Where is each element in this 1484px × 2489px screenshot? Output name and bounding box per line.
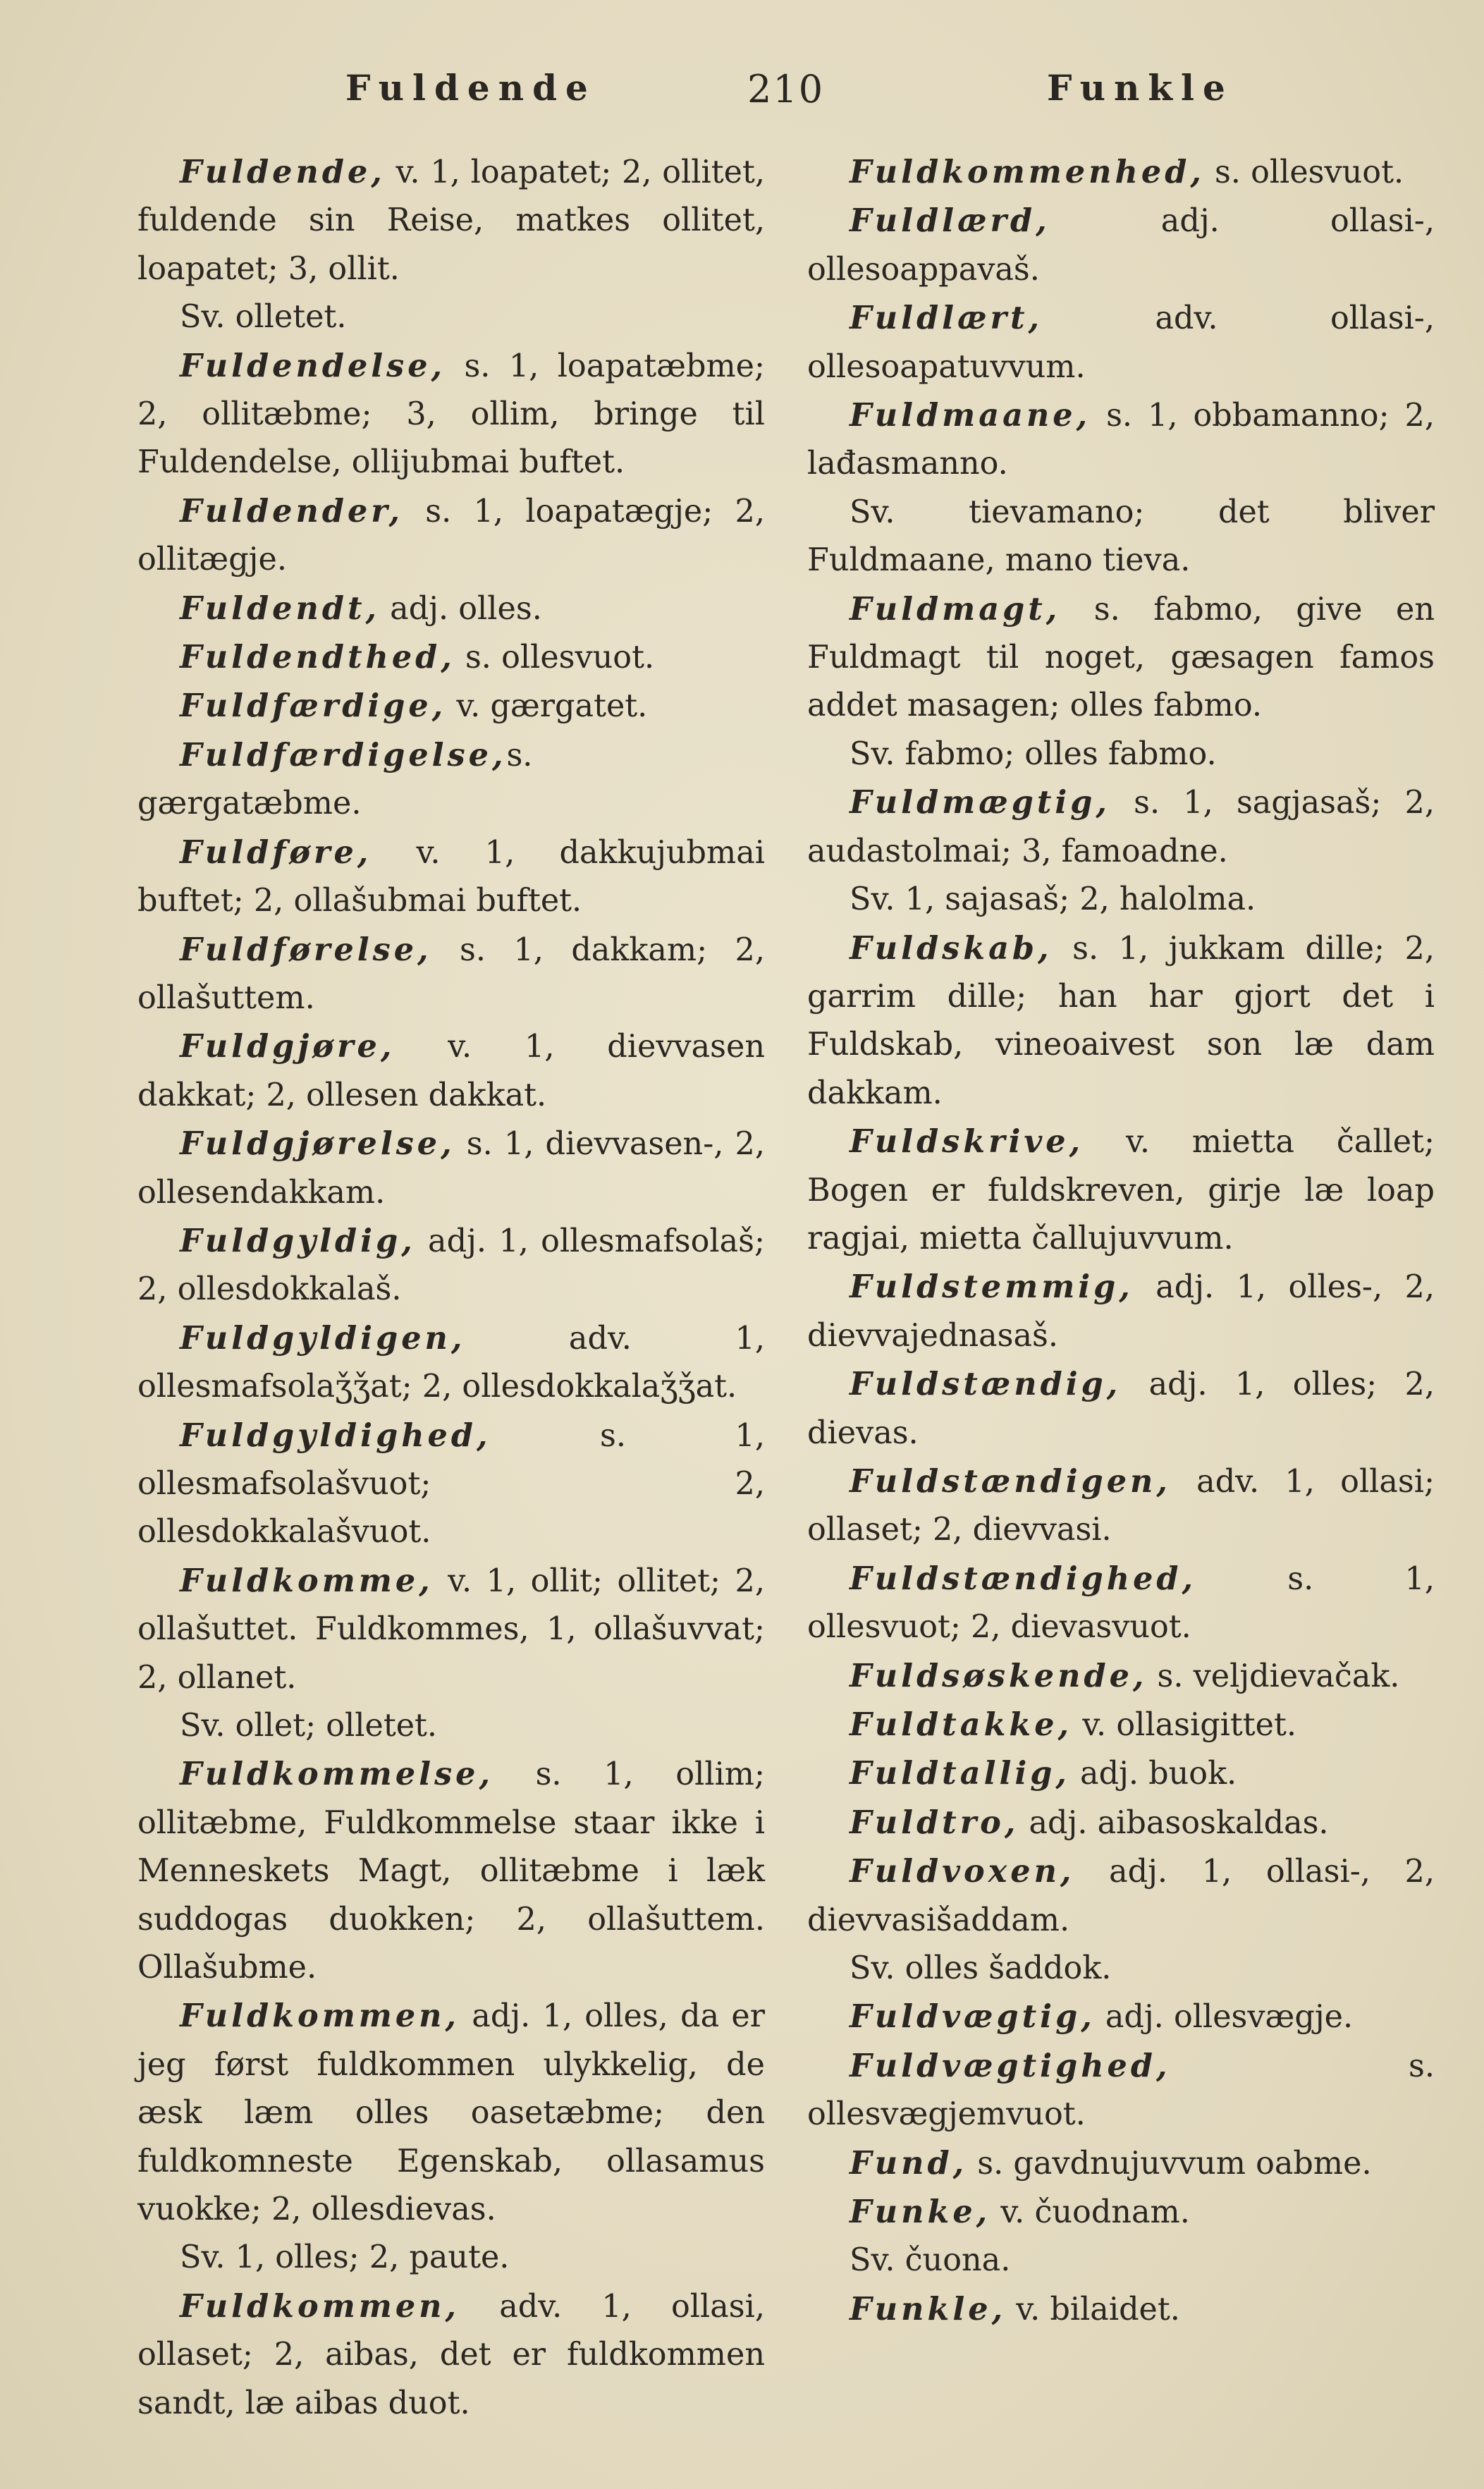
dictionary-entry (807, 2042, 1435, 2139)
dictionary-entry (807, 730, 1435, 778)
entry-headword: Fuldtakke, (850, 1706, 1073, 1743)
dictionary-entry (137, 1120, 765, 1217)
entry-headword: Fuldendthed, (180, 639, 455, 676)
entry-headword: Fuldmaane, (850, 397, 1091, 434)
left-column (137, 148, 765, 2428)
entry-headword: Fuldskab, (850, 929, 1053, 967)
dictionary-entry (137, 828, 765, 926)
right-column (807, 148, 1435, 2334)
entry-definition: s. 1, dakkam; 2, ollašuttem. (137, 931, 765, 1016)
entry-headword: Fuldgjøre, (180, 1028, 395, 1065)
dictionary-entry (137, 1702, 765, 1750)
entry-definition: Sv. fabmo; olles fabmo. (850, 735, 1217, 772)
dictionary-entry (807, 2237, 1435, 2285)
dictionary-entry (807, 1749, 1435, 1798)
entry-headword: Fuldtallig, (850, 1755, 1070, 1792)
dictionary-entry (137, 293, 765, 341)
dictionary-entry (807, 2139, 1435, 2188)
entry-definition: adj. buok. (1069, 1756, 1237, 1792)
entry-definition: adv. 1, ollasi; ollaset; 2, dievvasi. (807, 1463, 1435, 1548)
dictionary-entry (807, 1457, 1435, 1555)
dictionary-entry (137, 926, 765, 1023)
entry-definition: adv. 1, ollesmafsolaǯǯat; 2, ollesdokkalaǯǯat. (137, 1320, 765, 1405)
entry-definition: v. 1, dievvasen dakkat; 2, ollesen dakkat. (137, 1029, 765, 1113)
entry-definition: adj. olles. (380, 590, 542, 627)
entry-definition: Sv. 1, sajasaš; 2, halolma. (850, 881, 1256, 918)
dictionary-entry (807, 778, 1435, 876)
dictionary-entry (807, 1701, 1435, 1749)
entry-definition: s. 1, obbamanno; 2, lađasmanno. (807, 398, 1435, 482)
entry-definition: Sv. čuona. (850, 2242, 1011, 2279)
entry-definition: s. veljdievačak. (1147, 1658, 1400, 1694)
entry-definition: s. 1, dievvasen-, 2, ollesendakkam. (137, 1126, 765, 1211)
entry-headword: Fuldkommenhed, (850, 154, 1205, 190)
entry-headword: Fuldendelse, (180, 347, 446, 384)
entry-headword: Fuldender, (180, 492, 403, 530)
entry-definition: v. 1, ollit; ollitet; 2, ollašuttet. Fuldkommes, 1, ollašuvvat; 2, ollanet. (137, 1562, 765, 1696)
dictionary-entry (137, 1557, 765, 1702)
dictionary-entry (807, 1555, 1435, 1652)
dictionary-entry (137, 487, 765, 585)
entry-headword: Fuldføre, (180, 833, 372, 871)
entry-headword: Fuldlærd, (850, 202, 1050, 240)
entry-headword: Fuldgyldig, (180, 1222, 416, 1259)
entry-headword: Fuldmagt, (850, 590, 1061, 628)
dictionary-entry (137, 342, 765, 487)
page-header (0, 67, 1484, 130)
entry-definition: adj. 1, olles; 2, dievas. (807, 1366, 1435, 1451)
dictionary-entry (807, 197, 1435, 294)
dictionary-entry (807, 876, 1435, 924)
entry-headword: Fuldkommen, (180, 1998, 460, 2035)
entry-definition: s. 1, sagjasaš; 2, audastolmai; 3, famoadne. (807, 785, 1435, 869)
entry-definition: adj. 1, ollesmafsolaš; 2, ollesdokkalaš. (137, 1223, 765, 1308)
entry-definition: v. mietta čallet; Bogen er fuldskreven, girje læ loap ragjai, mietta čallujuvvum. (807, 1124, 1435, 1256)
dictionary-entry (807, 489, 1435, 585)
entry-definition: s. 1, ollim; ollitæbme, Fuldkommelse staar ikke i Menneskets Magt, ollitæbme i læk suddogas duokken; 2, ollašuttem. Ollašubme. (137, 1756, 765, 1986)
entry-definition: v. bilaidet. (1006, 2291, 1180, 2328)
entry-definition: s. 1, jukkam dille; 2, garrim dille; han har gjort det i Fuldskab, vineoaivest son læ dam dakkam. (807, 930, 1435, 1111)
dictionary-entry (137, 682, 765, 730)
entry-definition: s. 1, loapatæbme; 2, ollitæbme; 3, ollim, bringe til Fuldendelse, ollijubmai buftet. (137, 348, 765, 481)
dictionary-entry (137, 1750, 765, 1992)
entry-definition: Sv. ollet; olletet. (180, 1708, 438, 1744)
entry-headword: Fuldgjørelse, (180, 1125, 455, 1163)
entry-definition: s. ollesvuot. (1204, 154, 1404, 190)
entry-definition: s. 1, ollesmafsolašvuot; 2, ollesdokkalašvuot. (137, 1417, 765, 1551)
entry-definition: adv. 1, ollasi, ollaset; 2, aibas, det er fuldkommen sandt, læ aibas duot. (137, 2288, 765, 2421)
entry-headword: Fuldmægtig, (850, 784, 1110, 821)
page-number: 210 (747, 67, 825, 111)
entry-definition: adj. 1, olles-, 2, dievvajednasaš. (807, 1269, 1435, 1354)
dictionary-entry (137, 1217, 765, 1314)
entry-headword: Fuldfærdigelse, (180, 736, 507, 773)
entry-definition: Sv. olles šaddok. (850, 1950, 1112, 1987)
dictionary-entry (137, 2282, 765, 2428)
entry-headword: Fuldsøskende, (850, 1657, 1148, 1694)
entry-headword: Fuldvoxen, (850, 1853, 1075, 1890)
entry-definition: v. čuodnam. (991, 2194, 1190, 2231)
entry-headword: Fund, (850, 2144, 968, 2182)
entry-headword: Fuldtro, (850, 1804, 1019, 1841)
dictionary-entry (807, 924, 1435, 1118)
dictionary-entry (137, 148, 765, 293)
entry-headword: Fuldgyldigen, (180, 1319, 466, 1357)
entry-definition: s. ollesvuot. (455, 640, 655, 676)
dictionary-entry (137, 1022, 765, 1120)
entry-headword: Fuldkommen, (180, 2287, 460, 2325)
dictionary-entry (137, 585, 765, 633)
dictionary-entry (807, 585, 1435, 730)
entry-definition: v. ollasigittet. (1072, 1707, 1297, 1743)
entry-headword: Fuldskrive, (850, 1123, 1084, 1161)
dictionary-entry (807, 1993, 1435, 2041)
entry-headword: Fuldendt, (180, 589, 381, 627)
entry-definition: s. 1, loapatægje; 2, ollitægje. (137, 493, 765, 578)
dictionary-entry (807, 294, 1435, 391)
entry-definition: adj. 1, ollasi-, 2, dievvasišaddam. (807, 1854, 1435, 1938)
entry-headword: Fuldstændighed, (850, 1560, 1197, 1597)
dictionary-entry (807, 1847, 1435, 1945)
entry-definition: Sv. olletet. (180, 299, 347, 336)
entry-definition: v. gærgatet. (446, 688, 648, 725)
entry-headword: Fuldvægtig, (850, 1998, 1096, 2036)
dictionary-entry (807, 2188, 1435, 2237)
entry-headword: Fuldende, (180, 154, 386, 190)
dictionary-entry (807, 1263, 1435, 1360)
dictionary-entry (807, 391, 1435, 489)
dictionary-entry (137, 1412, 765, 1557)
entry-definition: adv. ollasi-, ollesoapatuvvum. (807, 300, 1435, 385)
entry-definition: s. ollesvægjemvuot. (807, 2048, 1435, 2133)
entry-definition: v. 1, dakkujubmai buftet; 2, ollašubmai buftet. (137, 834, 765, 919)
dictionary-entry (807, 1799, 1435, 1847)
entry-headword: Fuldstændigen, (850, 1462, 1171, 1500)
entry-definition: s. gærgatæbme. (137, 737, 533, 822)
entry-definition: Sv. 1, olles; 2, paute. (180, 2239, 510, 2276)
header-left-guideword: Fuldende (345, 67, 596, 109)
entry-definition: s. 1, ollesvuot; 2, dievasvuot. (807, 1560, 1435, 1646)
entry-definition: s. gavdnujuvvum oabme. (967, 2145, 1372, 2182)
dictionary-entry (807, 1118, 1435, 1263)
entry-definition: adj. aibasoskaldas. (1019, 1804, 1329, 1841)
dictionary-entry (807, 2285, 1435, 2334)
dictionary-entry (137, 633, 765, 682)
entry-headword: Fuldfærdige, (180, 687, 447, 725)
entry-definition: adj. ollasi-, ollesoappavaš. (807, 203, 1435, 288)
entry-headword: Fuldlært, (850, 300, 1043, 337)
entry-headword: Funke, (850, 2194, 991, 2231)
entry-headword: Fuldstændig, (850, 1366, 1122, 1403)
header-right-guideword: Funkle (1047, 67, 1234, 109)
dictionary-entry (137, 2234, 765, 2282)
entry-definition: Sv. tievamano; det bliver Fuldmaane, mano tieva. (807, 494, 1435, 579)
entry-headword: Fuldvægtighed, (850, 2047, 1171, 2084)
dictionary-entry (137, 1314, 765, 1412)
dictionary-entry (807, 148, 1435, 197)
dictionary-entry (137, 1992, 765, 2234)
entry-definition: adj. 1, olles, da er jeg først fuldkommen ulykkelig, de æsk læm olles oasetæbme; den fuldkomneste Egenskab, ollasamus vuokke; 2, ollesdievas. (137, 1998, 765, 2228)
entry-headword: Fuldstemmig, (850, 1268, 1134, 1306)
entry-definition: adj. ollesvægje. (1095, 1999, 1354, 2036)
entry-headword: Funkle, (850, 2290, 1007, 2328)
entry-headword: Fuldførelse, (180, 931, 432, 968)
dictionary-entry (807, 1945, 1435, 1993)
dictionary-entry (807, 1652, 1435, 1701)
dictionary-entry (137, 731, 765, 828)
entry-headword: Fuldkomme, (180, 1562, 434, 1599)
entry-definition: v. 1, loapatet; 2, ollitet, fuldende sin Reise, matkes ollitet, loapatet; 3, ollit. (137, 154, 765, 287)
entry-definition: s. fabmo, give en Fuldmagt til noget, gæsagen famos addet masagen; olles fabmo. (807, 591, 1435, 724)
entry-headword: Fuldgyldighed, (180, 1417, 491, 1454)
entry-headword: Fuldkommelse, (180, 1756, 493, 1793)
dictionary-entry (807, 1360, 1435, 1457)
